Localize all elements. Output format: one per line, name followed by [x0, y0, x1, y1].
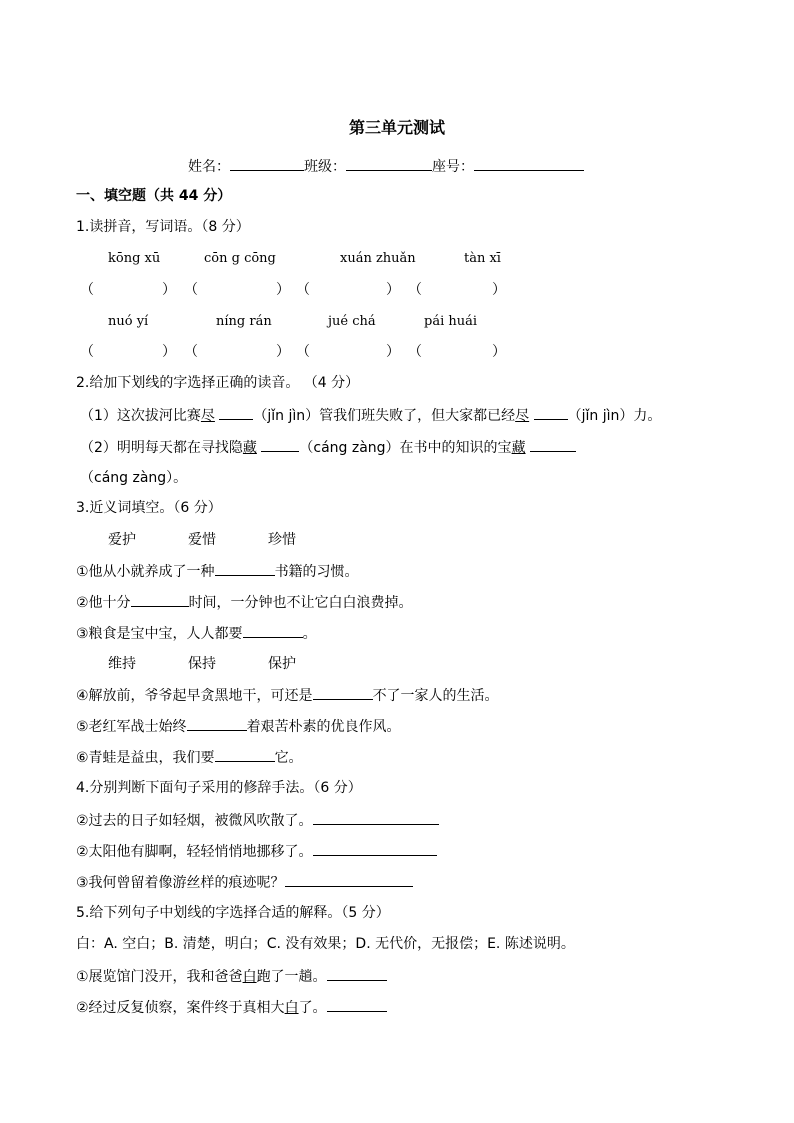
word-choice: 爱护 [108, 532, 136, 548]
class-blank[interactable] [346, 156, 432, 171]
sentence: ③粮食是宝中宝，人人都要 。 [76, 623, 317, 644]
answer-blank[interactable] [534, 405, 568, 420]
word-choice: 保护 [268, 656, 296, 672]
answer-blank[interactable] [327, 997, 387, 1012]
class-label: 班级： [304, 159, 346, 175]
answer-blank[interactable] [219, 405, 253, 420]
definition-list: 白：A. 空白；B. 清楚，明白；C. 没有效果；D. 无代价，无报偿；E. 陈述说明。 [76, 936, 575, 952]
name-label: 姓名： [188, 159, 230, 175]
word-choice: 保持 [188, 656, 216, 672]
student-info [188, 156, 584, 177]
question-4-stem: 4.分别判断下面句子采用的修辞手法。（6 分） [76, 780, 362, 796]
answer-blank[interactable] [327, 966, 387, 981]
seat-label: 座号： [432, 159, 474, 175]
sentence: ⑤老红军战士始终 着艰苦朴素的优良作风。 [76, 716, 401, 737]
sentence: ②他十分 时间，一分钟也不让它白白浪费掉。 [76, 592, 413, 613]
question-2-line-2: （2）明明每天都在寻找隐藏 （cáng zàng）在书中的知识的宝藏 [80, 437, 576, 458]
answer-blank[interactable] [215, 747, 275, 762]
question-2-line-3: （cáng zàng）。 [80, 470, 188, 486]
answer-blank[interactable] [261, 437, 299, 452]
question-5-stem: 5.给下列句子中划线的字选择合适的解释。（5 分） [76, 905, 390, 921]
answer-blank[interactable] [243, 623, 303, 638]
answer-blank[interactable] [215, 561, 275, 576]
answer-blank[interactable] [313, 685, 373, 700]
pinyin: tàn xī [464, 251, 501, 266]
sentence: ②经过反复侦察，案件终于真相大白了。 [76, 997, 387, 1018]
answer-blank[interactable] [530, 437, 576, 452]
sentence: ④解放前，爷爷起早贪黑地干，可还是 不了一家人的生活。 [76, 685, 499, 706]
pinyin: pái huái [424, 314, 478, 329]
question-2-stem: 2.给加下划线的字选择正确的读音。 （4 分） [76, 375, 360, 391]
sentence: ③我何曾留着像游丝样的痕迹呢？ [76, 872, 413, 893]
answer-blank[interactable] [313, 841, 437, 856]
pinyin: jué chá [328, 314, 376, 329]
name-blank[interactable] [230, 156, 304, 171]
sentence: ②太阳他有脚啊，轻轻悄悄地挪移了。 [76, 841, 437, 862]
question-1-stem: 1.读拼音，写词语。（8 分） [76, 219, 250, 235]
word-choice: 珍惜 [268, 532, 296, 548]
answer-blank[interactable] [131, 592, 189, 607]
section-heading: 一、填空题（共 44 分） [76, 188, 232, 204]
word-choice: 维持 [108, 656, 136, 672]
page-title: 第三单元测试 [348, 118, 445, 137]
question-3-stem: 3.近义词填空。（6 分） [76, 500, 222, 516]
pinyin: nuó yí [108, 314, 149, 329]
sentence: ①他从小就养成了一种 书籍的习惯。 [76, 561, 359, 582]
pinyin: níng rán [216, 314, 272, 329]
sentence: ⑥青蛙是益虫，我们要 它。 [76, 747, 303, 768]
answer-blank[interactable] [187, 716, 247, 731]
pinyin: cōn g cōng [204, 251, 276, 266]
seat-blank[interactable] [474, 156, 584, 171]
question-2-line-1: （1）这次拔河比赛尽 （jǐn jìn）管我们班失败了，但大家都已经尽 （jǐn jìn）力。 [80, 405, 661, 426]
sentence: ①展览馆门没开，我和爸爸白跑了一趟。 [76, 966, 387, 987]
pinyin: xuán zhuǎn [340, 251, 416, 266]
answer-blank[interactable] [285, 872, 413, 887]
answer-blank[interactable] [313, 810, 439, 825]
pinyin: kōng xū [108, 251, 161, 266]
word-choice: 爱惜 [188, 532, 216, 548]
sentence: ②过去的日子如轻烟，被微风吹散了。 [76, 810, 439, 831]
